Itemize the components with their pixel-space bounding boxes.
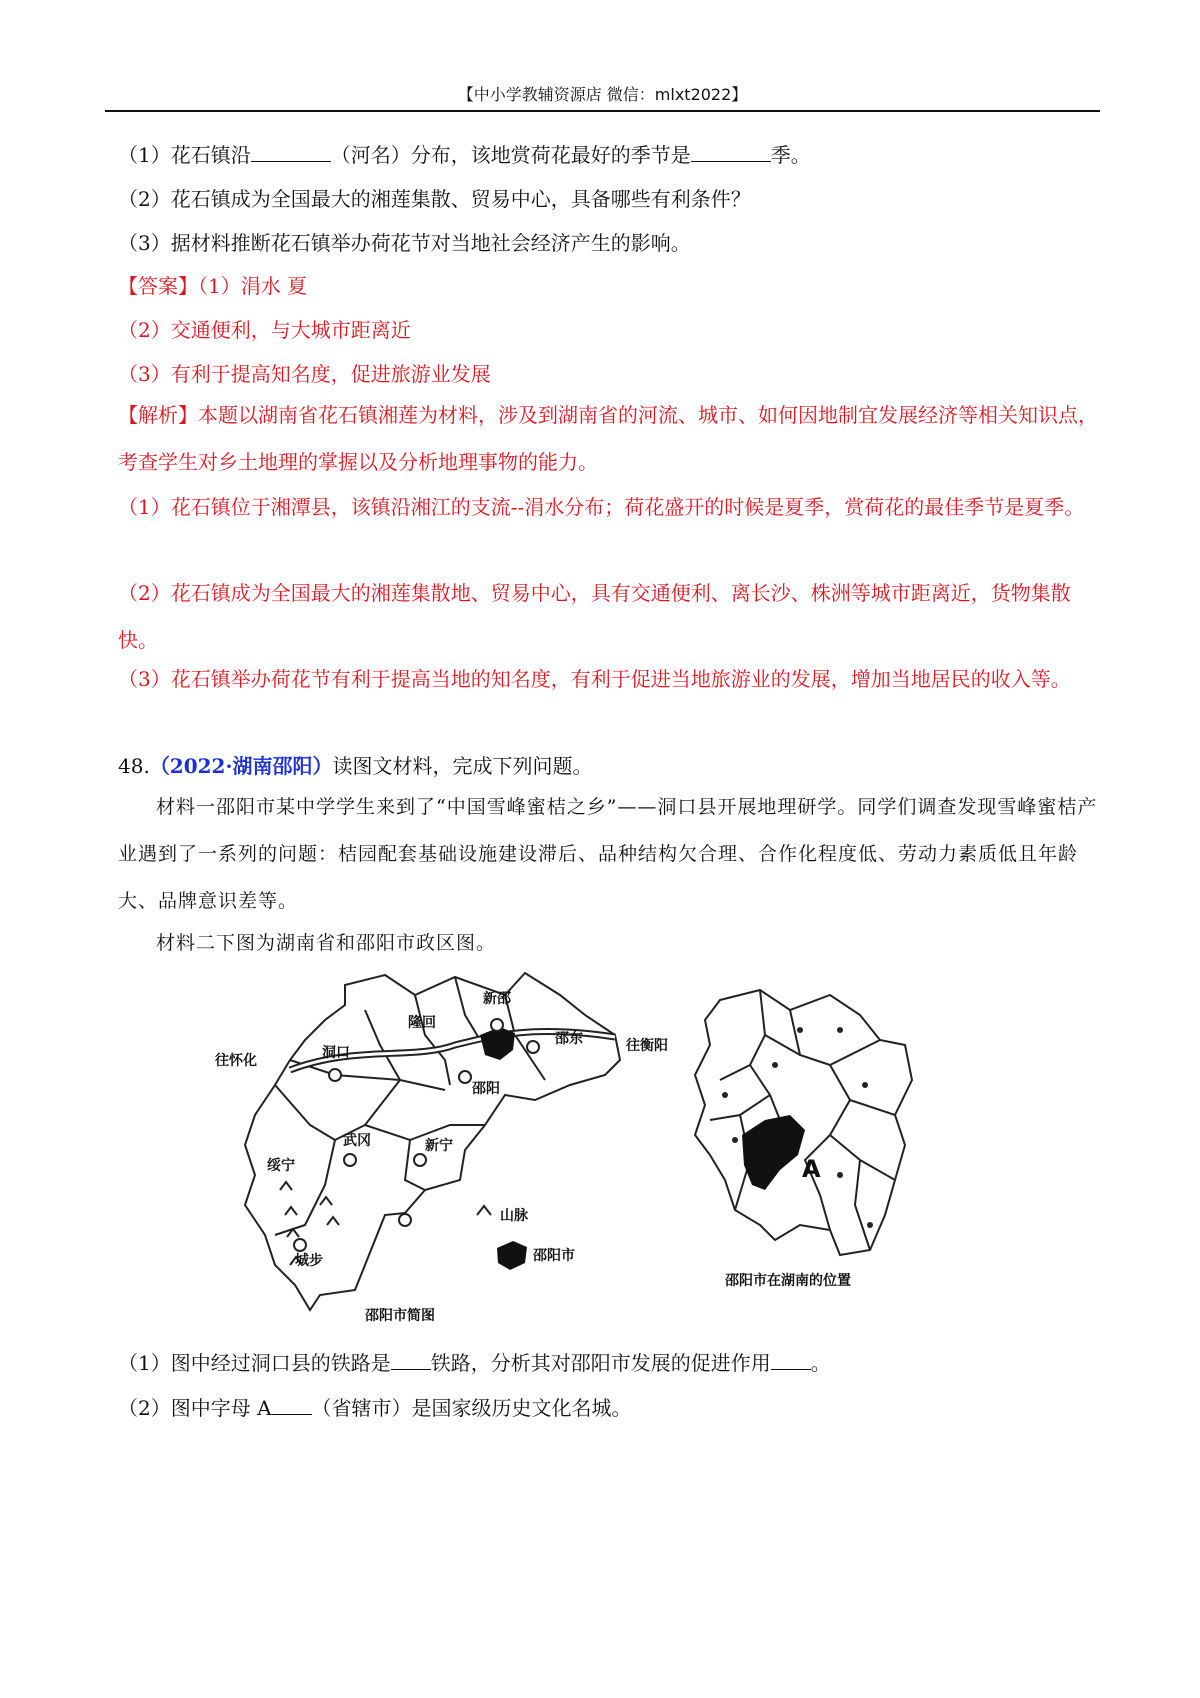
label-dongkou: 洞口 <box>322 1045 350 1061</box>
legend-city-swatch <box>497 1241 527 1270</box>
analysis-part-1: （1）花石镇位于湘潭县，该镇沿湘江的支流--涓水分布；荷花盛开的时候是夏季，赏荷花的最佳季节是夏季。 <box>118 495 1085 519</box>
label-to-hengyang-outside: 往衡阳 <box>626 1038 668 1054</box>
city-dot <box>837 1172 843 1178</box>
county-seat-marker <box>399 1214 411 1226</box>
question-part-2: （2）花石镇成为全国最大的湘莲集散、贸易中心，具备哪些有利条件？ <box>118 187 751 211</box>
question-48-heading: 48.（2022·湖南邵阳）读图文材料，完成下列问题。 <box>118 754 593 778</box>
answer-line-3: （3）有利于提高知名度，促进旅游业发展 <box>118 362 491 386</box>
mountain-symbol <box>320 1197 332 1205</box>
mountain-symbol <box>285 1207 297 1215</box>
city-dot <box>797 1027 803 1033</box>
legend-mountain-label: 山脉 <box>500 1208 528 1224</box>
header-divider <box>105 110 1100 112</box>
analysis-label: 【解析】 <box>118 403 198 427</box>
label-suining: 绥宁 <box>267 1158 295 1174</box>
county-seat-marker <box>491 1019 503 1031</box>
question-part-1: （1）花石镇沿 （河名）分布，该地赏荷花最好的季节是 季。 <box>118 143 811 167</box>
label-shaoyang: 邵阳 <box>472 1081 500 1097</box>
marker-a: A <box>802 1155 821 1183</box>
answer-label: 【答案】 <box>118 274 198 298</box>
question-part-3: （3）据材料推断花石镇举办荷花节对当地社会经济产生的影响。 <box>118 231 691 255</box>
city-dot <box>862 1082 868 1088</box>
page-header: 【中小学教辅资源店 微信：mlxt2022】 <box>457 85 748 104</box>
city-dot <box>732 1137 738 1143</box>
hunan-outline <box>695 990 912 1255</box>
answer-line-1: 【答案】（1）涓水 夏 <box>118 274 308 298</box>
county-seat-marker <box>459 1071 471 1083</box>
city-dot <box>867 1222 873 1228</box>
question-number: 48. <box>118 754 150 778</box>
label-longhui: 隆回 <box>408 1015 436 1031</box>
county-seat-marker <box>329 1069 341 1081</box>
answer-blank <box>272 1394 312 1415</box>
analysis-part-3: （3）花石镇举办荷花节有利于提高当地的知名度，有利于促进当地旅游业的发展，增加当地居民的收入等。 <box>118 667 1071 691</box>
label-chengbu: 城步 <box>295 1253 323 1269</box>
answer-blank <box>691 141 771 162</box>
map-right-caption: 邵阳市在湖南的位置 <box>725 1273 851 1289</box>
mountain-symbol <box>280 1182 292 1190</box>
legend-city-label: 邵阳市 <box>533 1248 575 1264</box>
subquestion-2: （2）图中字母 A （省辖市）是国家级历史文化名城。 <box>118 1396 632 1420</box>
city-dot <box>722 1092 728 1098</box>
county-seat-marker <box>294 1239 306 1251</box>
material-1: 材料一邵阳市某中学学生来到了“中国雪峰蜜桔之乡”——洞口县开展地理研学。同学们调查发现雪峰蜜桔产业遇到了一系列的问题：桔园配套基础设施建设滞后、品种结构欠合理、合作化程度低、劳动力素质低且年龄大、品牌意识差等。 <box>118 796 1098 912</box>
label-shaodong: 邵东 <box>555 1031 583 1047</box>
analysis-intro: 【解析】本题以湖南省花石镇湘莲为材料，涉及到湖南省的河流、城市、如何因地制宜发展经济等相关知识点，考查学生对乡土地理的掌握以及分析地理事物的能力。 <box>118 403 1098 474</box>
answer-line-2: （2）交通便利，与大城市距离近 <box>118 318 411 342</box>
mountain-symbol <box>477 1206 491 1215</box>
label-to-huaihua: 往怀化 <box>215 1053 257 1069</box>
answer-blank <box>251 141 331 162</box>
answer-blank <box>391 1349 431 1370</box>
city-dot <box>837 1027 843 1033</box>
answer-blank <box>771 1349 811 1370</box>
mountain-symbol <box>327 1217 339 1225</box>
city-dot <box>772 1062 778 1068</box>
analysis-part-2: （2）花石镇成为全国最大的湘莲集散地、贸易中心，具有交通便利、离长沙、株洲等城市距离近，货物集散快。 <box>118 581 1071 652</box>
label-wugang: 武冈 <box>343 1133 371 1149</box>
map-left-caption: 邵阳市简图 <box>365 1308 435 1324</box>
shaoyang-city-map <box>215 965 645 1325</box>
hunan-province-map <box>680 985 925 1315</box>
county-seat-marker <box>414 1154 426 1166</box>
shaoyang-highlight <box>742 1115 805 1190</box>
label-xinning: 新宁 <box>425 1138 453 1154</box>
label-xinshao: 新邵 <box>483 991 511 1007</box>
county-seat-marker <box>527 1041 539 1053</box>
county-seat-marker <box>344 1154 356 1166</box>
material-2: 材料二下图为湖南省和邵阳市政区图。 <box>156 932 497 954</box>
subquestion-1: （1）图中经过洞口县的铁路是 铁路，分析其对邵阳市发展的促进作用 。 <box>118 1351 831 1375</box>
question-source: （2022·湖南邵阳） <box>149 754 333 778</box>
